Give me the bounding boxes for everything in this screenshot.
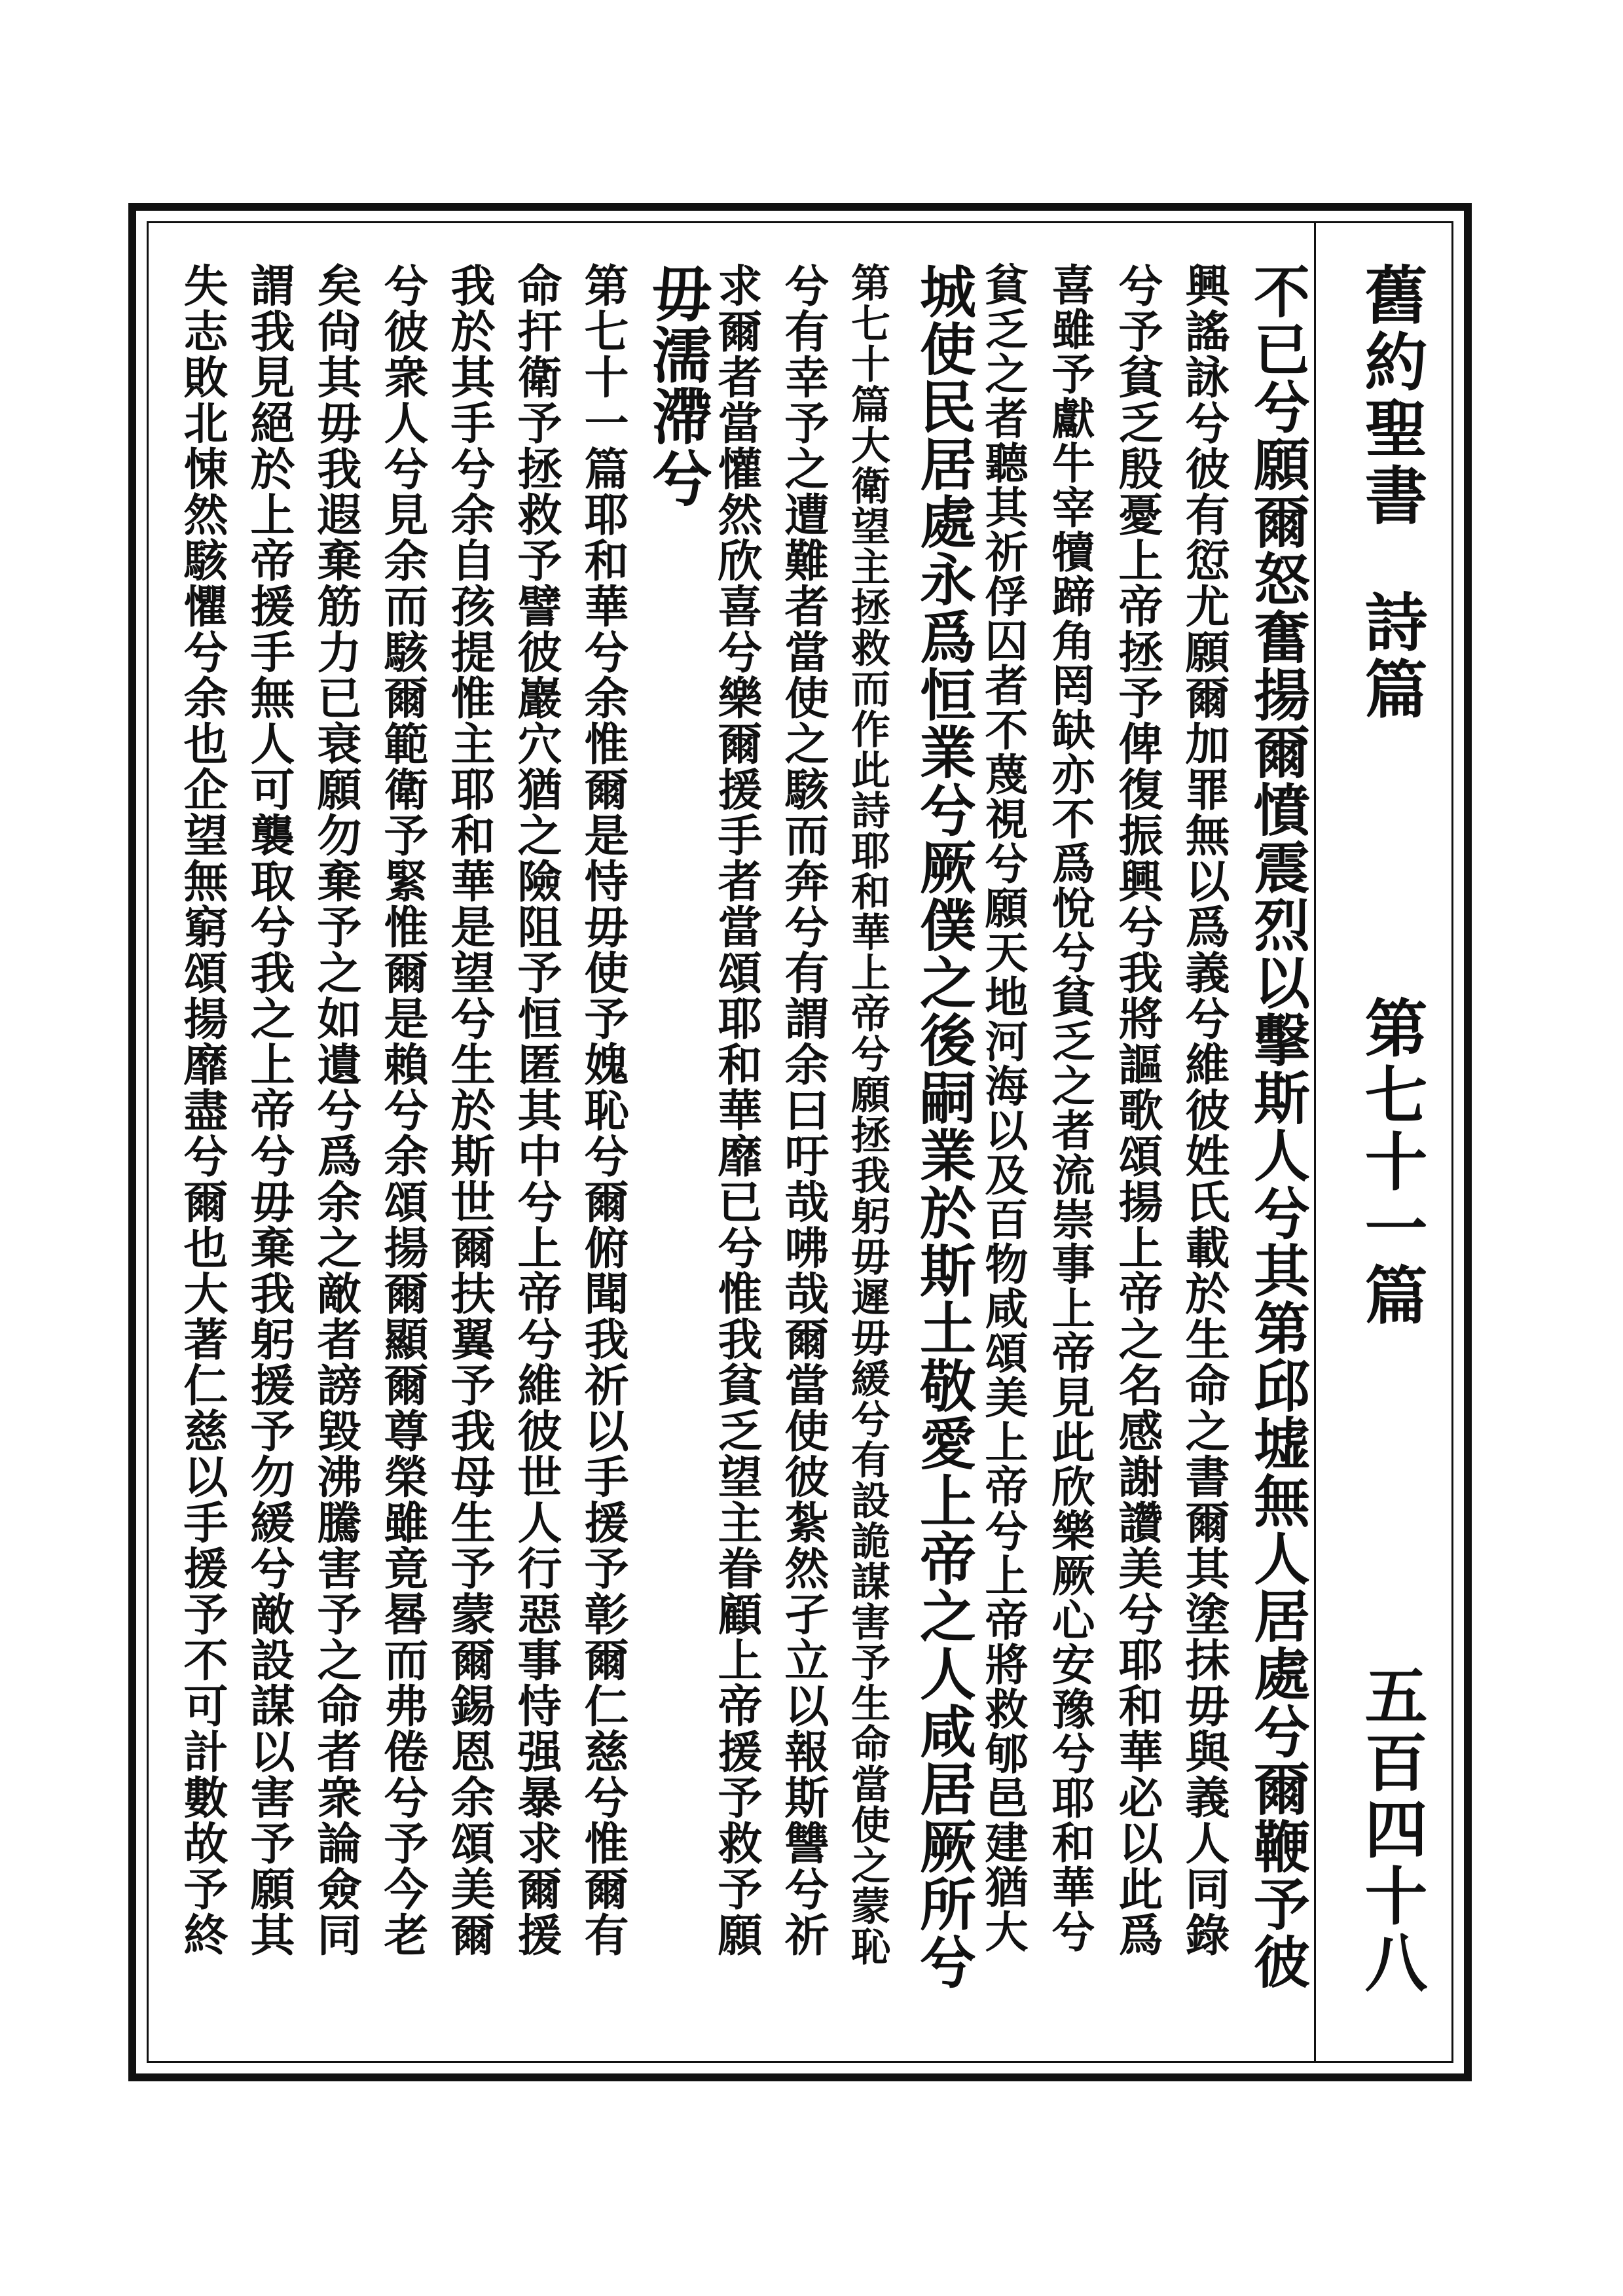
text-column: 求爾者當懽然欣喜兮樂爾援手者當頌耶和華靡已兮惟我貧乏望主眷顧上帝援予救予願 [710,262,763,1958]
text-column: 兮有幸予之遭難者當使之駭而奔兮有謂余曰吁哉咈哉爾當使彼紮然孑立以報斯讐兮祈 [777,262,830,1958]
text-column: 矣尙其毋我遐棄筋力已衰願勿棄予之如遺兮爲余之敵者謗毀沸騰害予之命者衆論僉同 [310,262,362,1958]
text-column: 謂我見絕於上帝援手無人可襲取兮我之上帝兮毋棄我躬援予勿緩兮敵設謀以害予願其 [243,262,295,1958]
text-column: 毋濡滯兮 [642,262,713,509]
body-text-area [149,223,1451,2061]
text-column: 失志敗北悚然駭懼兮余也企望無窮頌揚靡盡兮爾也大著仁慈以手援予不可計數故予終 [176,262,228,1958]
text-column: 第七十篇大衛望主拯救而作此詩耶和華上帝兮願拯我躬毋遲毋緩兮有設詭謀害予生命當使之蒙恥 [845,262,890,1967]
text-column: 命扞衛予拯救予譬彼巖穴猶之險阻予恒匿其中兮上帝兮維彼世人行惡事恃强暴求爾援 [510,262,562,1958]
text-column: 貧乏之者聽其祈俘囚者不蔑視兮願天地河海以及百物咸頌美上帝兮上帝將救郇邑建猶大 [977,262,1029,1954]
text-column: 兮彼衆人兮見余而駭爾範衛予緊惟爾是賴兮余頌揚爾顯爾尊榮雖竟晷而弗倦兮予今老 [376,262,429,1958]
text-column: 城使民居處永爲恒業兮厥僕之後嗣業於斯土敬愛上帝之人咸居厥所兮 [910,262,976,1990]
text-column: 兮予貧乏殷憂上帝拯予俾復振興兮我將謳歌頌揚上帝之名感謝讚美兮耶和華必以此爲 [1111,262,1163,1958]
text-column: 不已兮願爾怒奮揚爾憤震烈以擊斯人兮其第邱墟無人居處兮爾鞭予彼 [1244,262,1310,1990]
section-title: 詩篇 [1355,590,1429,723]
page-frame [128,203,1472,2081]
text-column: 興謠詠兮彼有愆尤願爾加罪無以爲義兮維彼姓氏載於生命之書爾其塗抹毋與義人同錄 [1178,262,1230,1958]
page-number: 五百四十八 [1355,1663,1429,1997]
book-title: 舊約聖書 [1355,262,1429,529]
text-column: 喜雖予獻牛宰犢蹄角罔缺亦不爲悅兮貧乏之者流崇事上帝見此欣樂厥心安豫兮耶和華兮 [1044,262,1095,1954]
text-column: 我於其手兮余自孩提惟主耶和華是望兮生於斯世爾扶翼予我母生予蒙爾錫恩余頌美爾 [443,262,496,1958]
inner-frame [147,221,1453,2063]
chapter-title: 第七十一篇 [1355,996,1429,1329]
text-column: 第七十一篇耶和華兮余惟爾是恃毋使予媿恥兮爾俯聞我祈以手援予彰爾仁慈兮惟爾有 [577,262,629,1958]
